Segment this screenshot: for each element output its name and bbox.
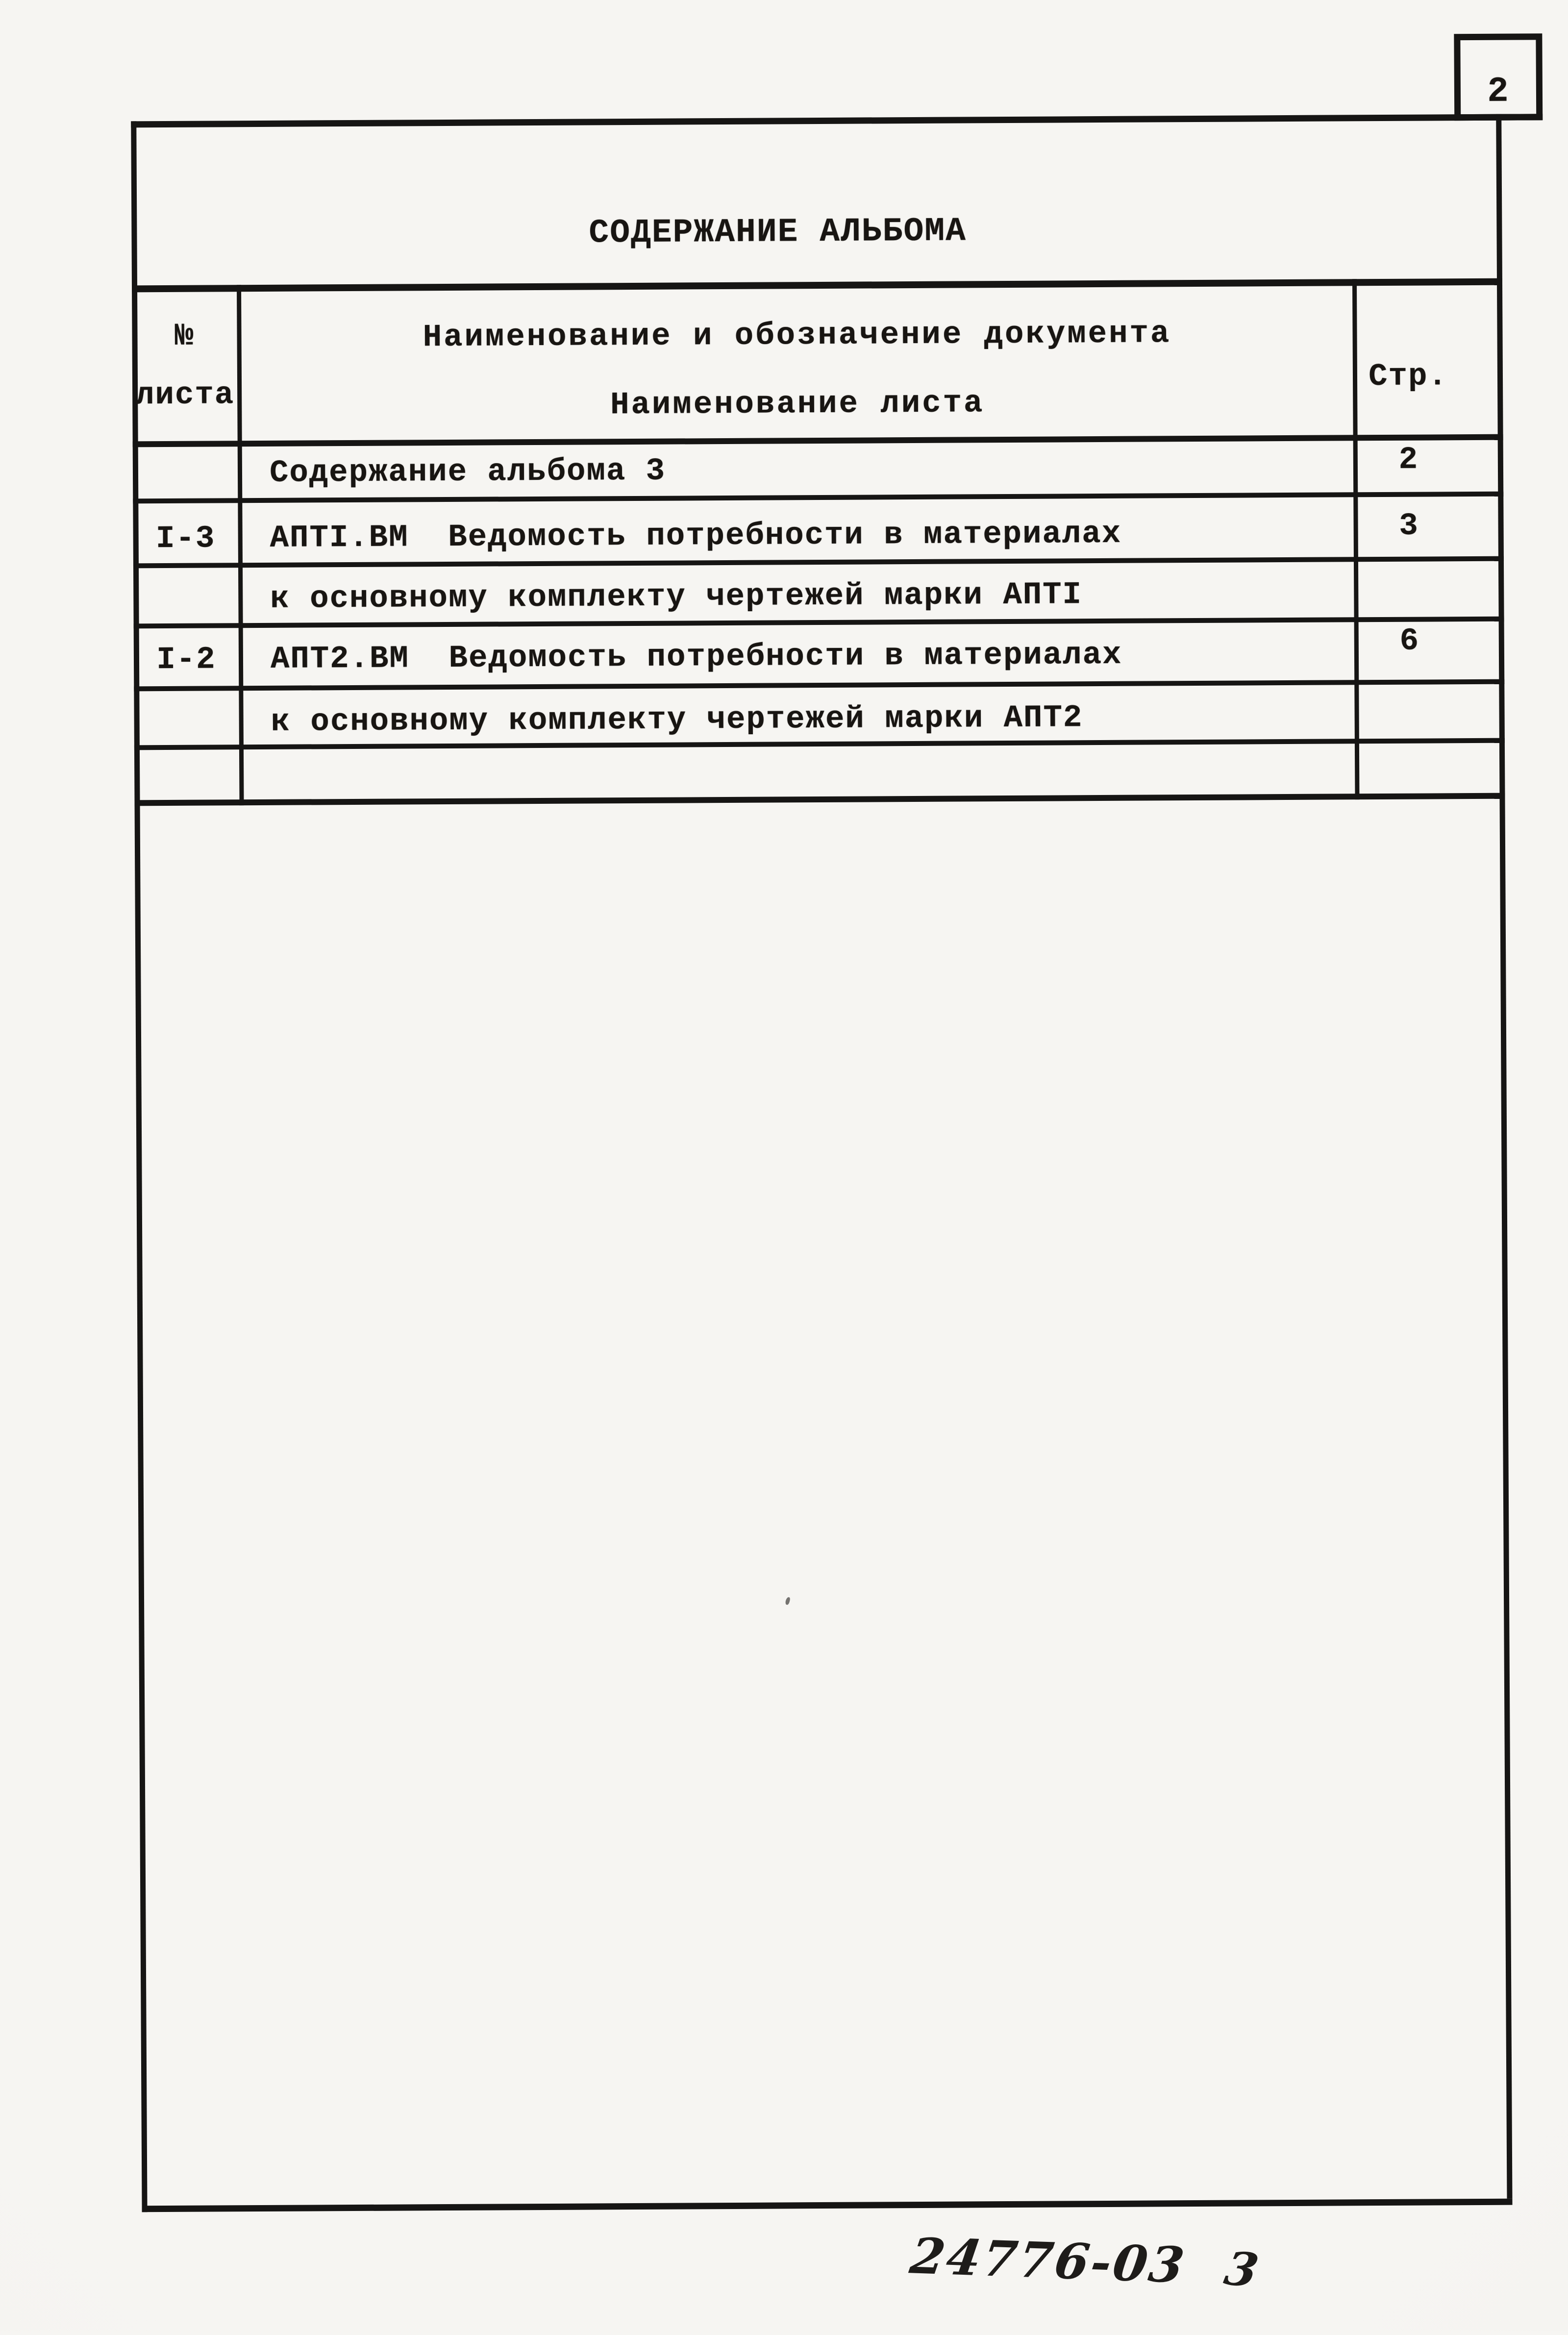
row-page: 3 <box>1399 508 1419 544</box>
header-name-line2: Наименование листа <box>610 386 985 423</box>
page-number-box <box>1454 33 1543 121</box>
table-line-row1 <box>133 492 1503 504</box>
row-name: к основному комплекту чертежей марки АПТ2 <box>271 700 1083 740</box>
contents-table <box>132 278 1505 806</box>
handwritten-code: 24776-03 <box>906 2227 1190 2294</box>
row-name: Содержание альбома 3 <box>269 453 666 491</box>
row-page <box>1354 700 1504 701</box>
row-page: 2 <box>1398 442 1419 478</box>
row-page <box>1354 577 1504 578</box>
row-name: АПТI.ВМ Ведомость потребности в материалах <box>270 516 1122 556</box>
handwritten-sheet-number: 3 <box>1220 2241 1263 2298</box>
row-name: к основному комплекту чертежей марки АПТI <box>270 577 1083 617</box>
table-line-top <box>132 278 1502 293</box>
page-border-top <box>131 114 1543 127</box>
row-page <box>1355 756 1505 757</box>
header-name-line1: Наименование и обозначение документа <box>423 316 1171 356</box>
row-sheet-label: I-3 <box>155 521 216 557</box>
document-title: СОДЕРЖАНИЕ АЛЬБОМА <box>589 212 967 252</box>
table-line-bottom <box>134 793 1505 806</box>
page-number: 2 <box>1487 71 1510 112</box>
page-border-bottom <box>142 2199 1513 2212</box>
header-sheet-no-line1: № <box>174 319 195 354</box>
row-sheet-label: I-2 <box>156 642 216 678</box>
table-line-row5 <box>134 738 1505 750</box>
header-page: Стр. <box>1368 359 1448 395</box>
table-line-header-bottom <box>133 434 1503 447</box>
table-line-row2 <box>133 556 1504 569</box>
row-page: 6 <box>1399 623 1420 659</box>
row-name: АПТ2.ВМ Ведомость потребности в материалах <box>270 637 1122 677</box>
table-line-row4 <box>134 679 1504 692</box>
table-line-row3 <box>134 617 1504 629</box>
scan-speck <box>785 1597 791 1605</box>
header-sheet-no-line2: листа <box>135 377 235 414</box>
